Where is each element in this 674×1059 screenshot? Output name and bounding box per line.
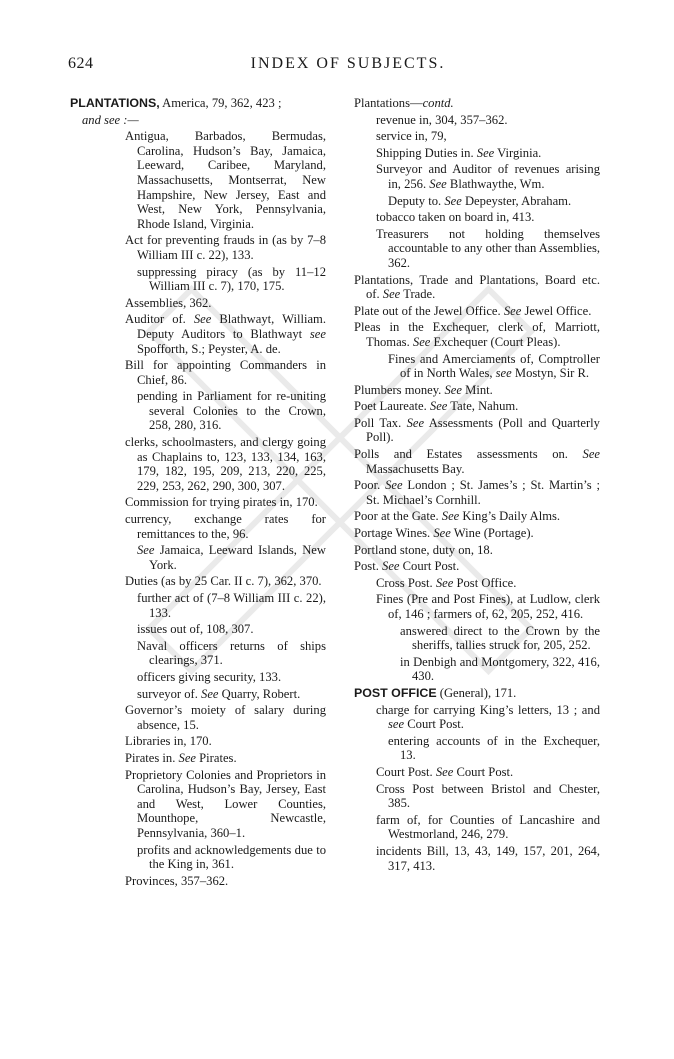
index-subentry: Act for preventing frauds in (as by 7–8 William III c. 22), 133. [125, 233, 326, 262]
index-subentry: Surveyor and Auditor of revenues arising in, 256. See Blathwaythe, Wm. [376, 162, 600, 191]
index-subentry: Assemblies, 362. [125, 295, 212, 310]
index-subentry: Cross Post between Bristol and Chester, 385. [376, 781, 600, 811]
index-entry: Poor. See London ; St. James’s ; St. Martin’s ; St. Michael’s Cornhill. [354, 478, 600, 507]
index-subentry: issues out of, 108, 307. [137, 622, 254, 637]
index-entry: Post. See Court Post. [354, 559, 460, 574]
and-see: and see :— [82, 112, 139, 127]
index-entry: Portland stone, duty on, 18. [354, 542, 493, 557]
entry-heading: POST OFFICE [354, 685, 437, 700]
index-subentry: Libraries in, 170. [125, 734, 212, 749]
index-subentry: Bill for appointing Commanders in Chief, 86. [125, 358, 326, 387]
index-entry: Plate out of the Jewel Office. See Jewel Office. [354, 303, 592, 318]
index-subentry: charge for carrying King’s letters, 13 ; and see Court Post. [376, 702, 600, 732]
index-subentry: Shipping Duties in. See Virginia. [376, 145, 542, 160]
index-subentry: officers giving security, 133. [137, 669, 282, 684]
index-subentry: Duties (as by 25 Car. II c. 7), 362, 370. [125, 574, 322, 589]
index-subentry: pending in Parliament for re-uniting several Colonies to the Crown, 258, 280, 316. [137, 389, 326, 433]
page-number: 624 [68, 55, 94, 72]
running-title: INDEX OF SUBJECTS. [250, 55, 446, 72]
index-subentry: profits and acknowledgements due to the King in, 361. [137, 842, 326, 872]
index-subentry: in Denbigh and Montgomery, 322, 416, 430. [400, 654, 600, 684]
index-subentry: Fines and Amerciaments of, Comptroller of in North Wales, see Mostyn, Sir R. [388, 351, 600, 381]
index-entry: Plumbers money. See Mint. [354, 382, 493, 397]
index-entry: Poll Tax. See Assessments (Poll and Quarterly Poll). [354, 415, 600, 445]
index-subentry: service in, 79, [376, 129, 447, 144]
entry-text: America, 79, 362, 423 ; [159, 96, 282, 110]
index-subentry: suppressing piracy (as by 11–12 William III c. 7), 170, 175. [137, 264, 326, 294]
index-subentry: Cross Post. See Post Office. [376, 575, 517, 590]
index-subentry: See Jamaica, Leeward Islands, New York. [137, 543, 326, 572]
index-subentry: Treasurers not holding themselves accountable to any other than Assemblies, 362. [376, 226, 600, 270]
index-entry-post-office: POST OFFICE (General), 171. [354, 685, 517, 700]
index-subentry: Proprietory Colonies and Proprietors in Carolina, Hudson’s Bay, Jersey, East and West, Lower Counties, Mounthope, Newcastle, Pennsylvania, 360–1. [125, 767, 326, 840]
index-subentry: tobacco taken on board in, 413. [376, 210, 535, 225]
right-column [354, 96, 600, 875]
index-entry: Plantations—contd. [354, 96, 454, 110]
index-subentry: Governor’s moiety of salary during absence, 15. [125, 703, 326, 732]
page-header [68, 55, 628, 79]
index-subentry: Antigua, Barbados, Bermudas, Carolina, Hudson’s Bay, Jamaica, Leeward, Caribee, Maryland, Massachusetts, Montserrat, New Hampshire, New Jersey, East and West, New York, Pennsylvania, Rhode Island, Virginia. [125, 129, 326, 231]
index-entry: Portage Wines. See Wine (Portage). [354, 526, 534, 541]
index-subentry: Provinces, 357–362. [125, 873, 229, 888]
left-column [70, 96, 326, 890]
index-subentry: further act of (7–8 William III c. 22), 133. [137, 591, 326, 620]
index-entry-plantations [70, 96, 326, 111]
index-subentry: currency, exchange rates for remittances to the, 96. [125, 512, 326, 541]
index-subentry: Deputy to. See Depeyster, Abraham. [388, 193, 572, 208]
index-subentry: answered direct to the Crown by the sheriffs, tallies struck for, 205, 252. [400, 623, 600, 653]
entry-heading: PLANTATIONS, [70, 96, 160, 110]
index-subentry: entering accounts of in the Exchequer, 13. [388, 733, 600, 763]
index-subentry: Fines (Pre and Post Fines), at Ludlow, clerk of, 146 ; farmers of, 62, 205, 252, 416. [376, 592, 600, 621]
index-entry: Pleas in the Exchequer, clerk of, Marriott, Thomas. See Exchequer (Court Pleas). [354, 320, 600, 349]
index-entry: Poor at the Gate. See King’s Daily Alms. [354, 509, 561, 524]
index-subentry: clerks, schoolmasters, and clergy going as Chaplains to, 123, 133, 134, 163, 179, 182, 195, 209, 213, 220, 225, 229, 253, 262, 290, 300, 307. [125, 435, 326, 493]
index-subentry: Court Post. See Court Post. [376, 764, 514, 779]
index-subentry: Commission for trying pirates in, 170. [125, 495, 318, 510]
index-subentry: incidents Bill, 13, 43, 149, 157, 201, 264, 317, 413. [376, 843, 600, 873]
index-entry: Poet Laureate. See Tate, Nahum. [354, 399, 519, 414]
index-subentry: surveyor of. See Quarry, Robert. [137, 686, 301, 701]
index-entry: Plantations, Trade and Plantations, Board etc. of. See Trade. [354, 272, 600, 302]
index-subentry: Pirates in. See Pirates. [125, 750, 237, 765]
index-entry: Polls and Estates assessments on. See Massachusetts Bay. [354, 447, 600, 476]
index-subentry: revenue in, 304, 357–362. [376, 112, 508, 127]
index-subentry: Auditor of. See Blathwayt, William. Deputy Auditors to Blathwayt see Spofforth, S.; Peyster, A. de. [125, 312, 326, 356]
index-subentry: farm of, for Counties of Lancashire and Westmorland, 246, 279. [376, 812, 600, 842]
index-subentry: Naval officers returns of ships clearings, 371. [137, 638, 326, 668]
